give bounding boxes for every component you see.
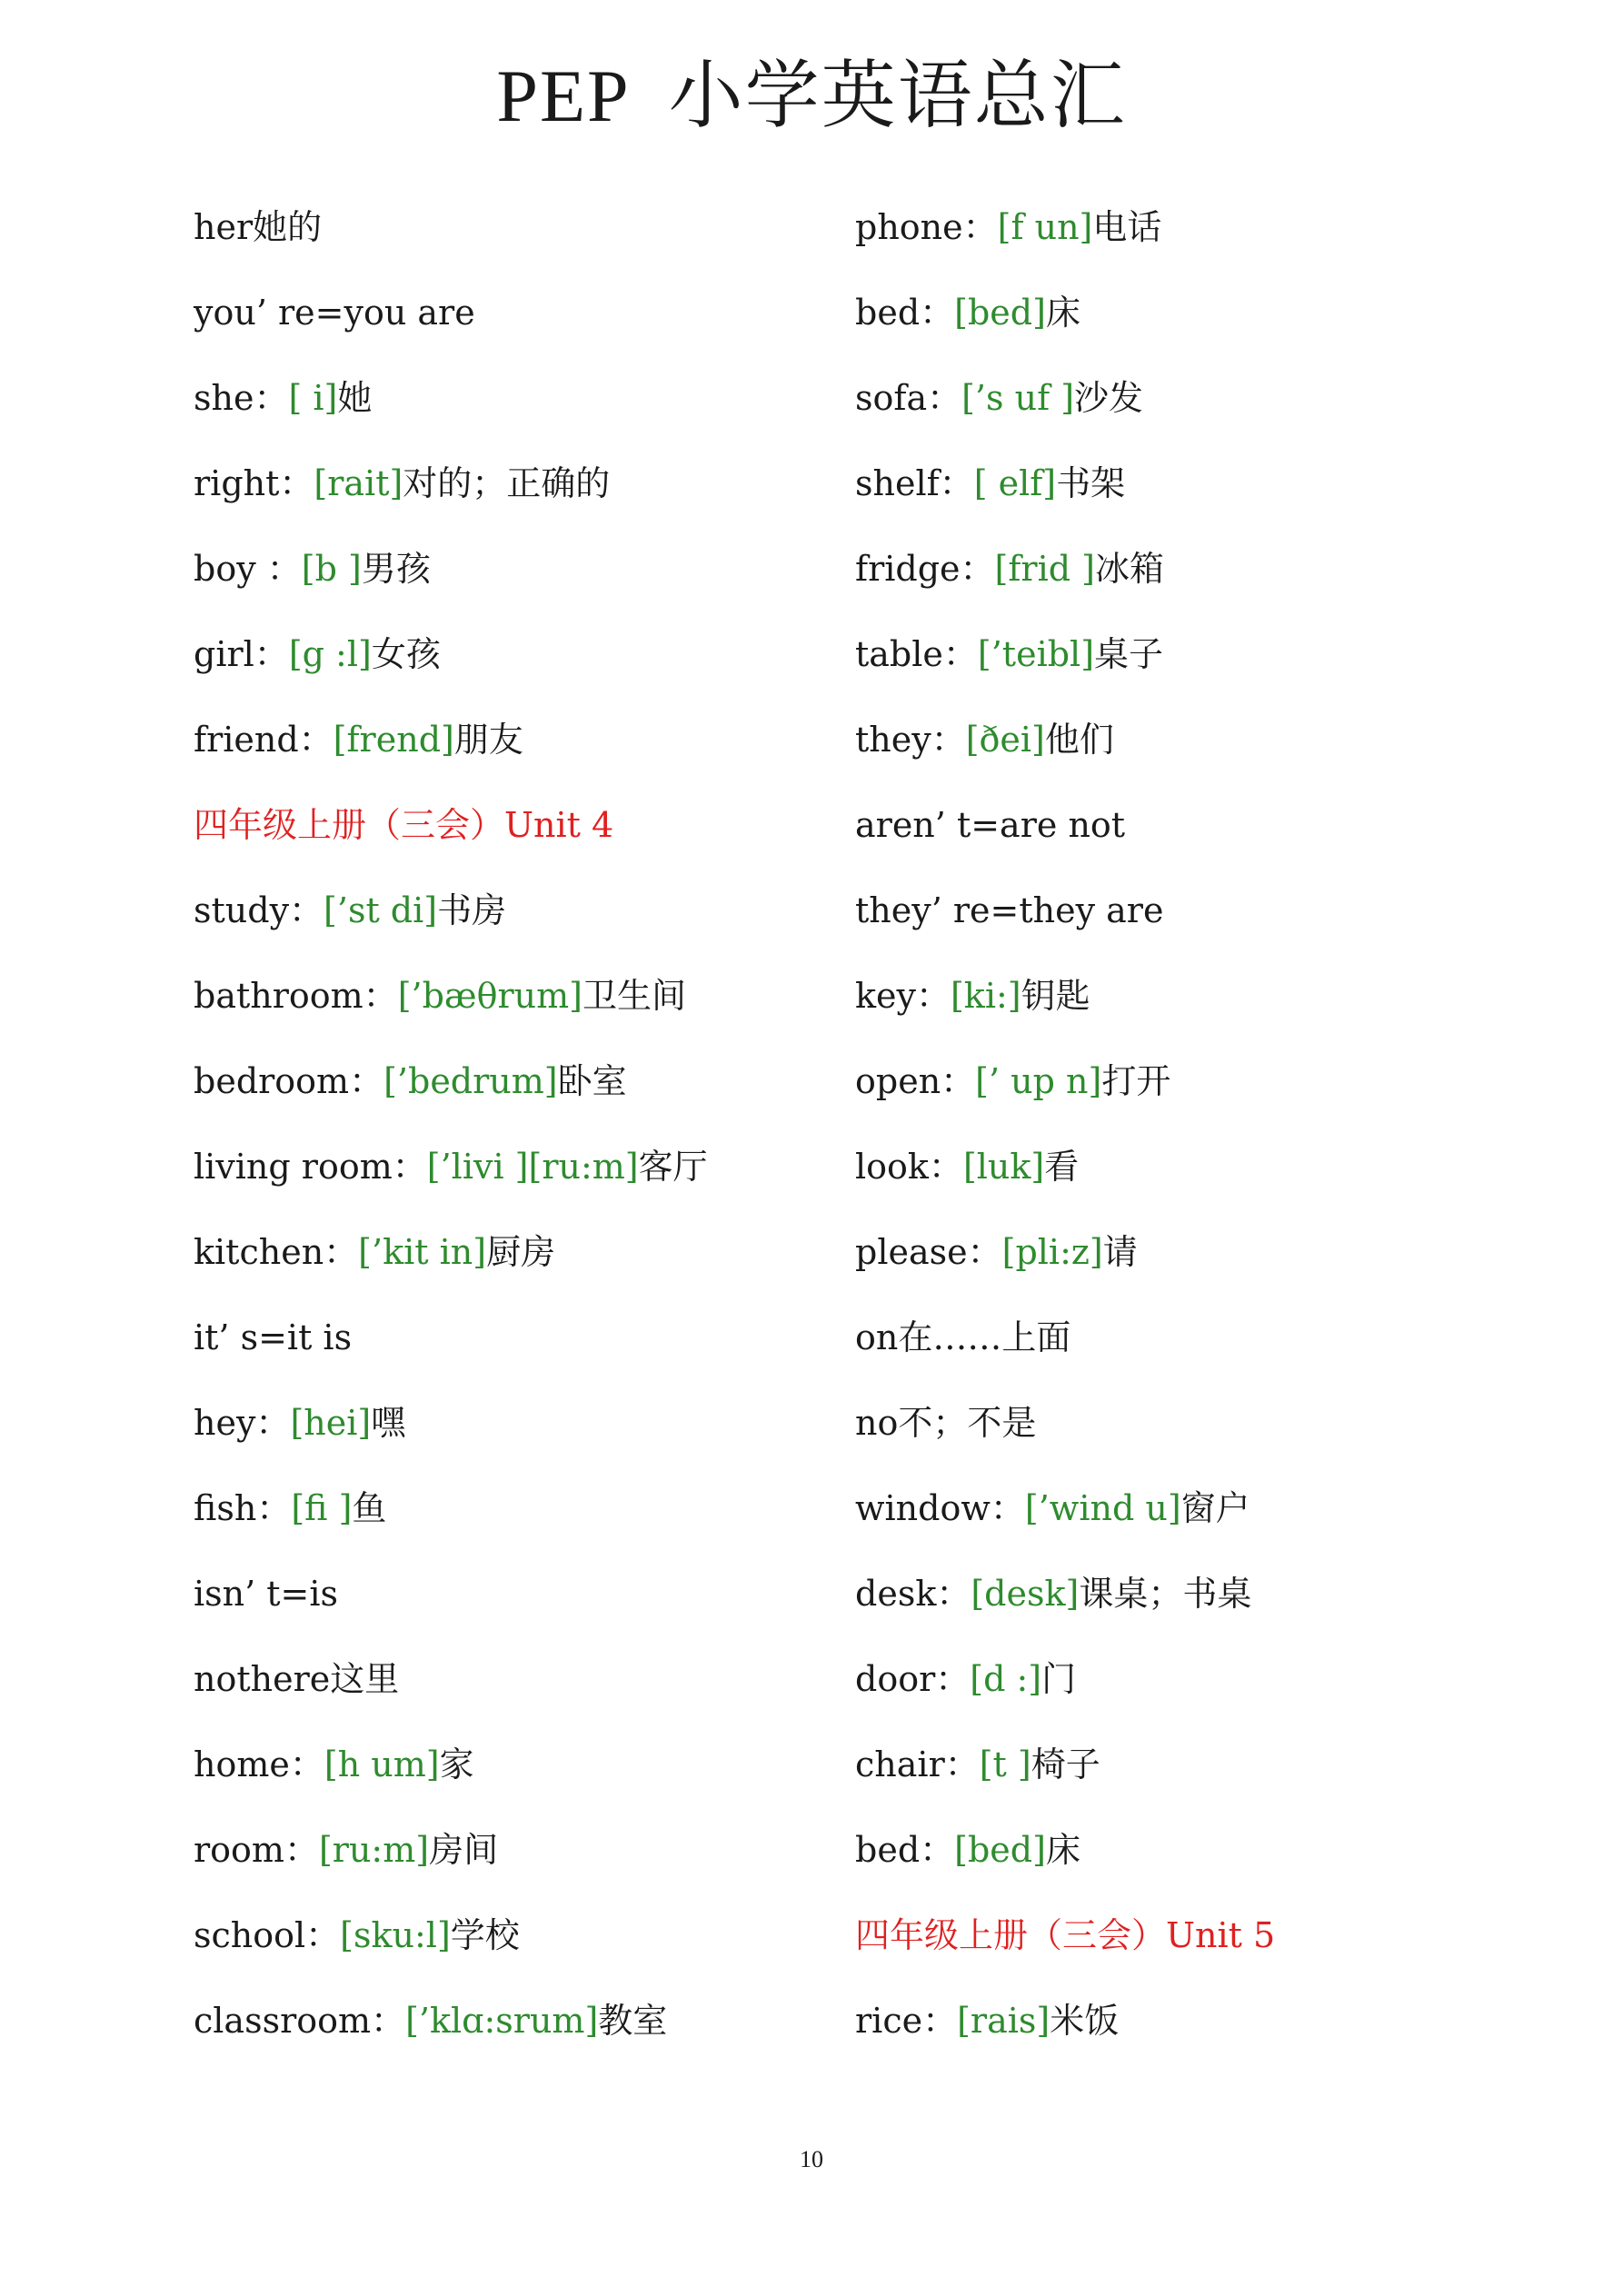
vocab-phonetic: [’livi ][ru:m] [426,1147,639,1187]
vocab-word: please： [855,1232,1002,1272]
vocab-word: they： [855,720,966,760]
vocab-word: nothere [194,1659,331,1699]
section-heading [194,789,830,874]
vocab-phonetic: [h um] [324,1744,440,1784]
vocab-phonetic: [’klɑ:srum] [405,2001,599,2041]
vocab-phonetic: [’kit in] [358,1232,487,1272]
vocab-meaning: 床 [1045,1830,1080,1870]
vocab-word: bathroom： [194,976,398,1016]
vocab-meaning: 钥匙 [1021,976,1090,1016]
page-number: 10 [800,2146,823,2172]
vocab-meaning: 朋友 [453,720,523,760]
vocab-phonetic: [ i] [288,378,338,418]
vocab-phonetic: [d :] [970,1659,1042,1699]
vocab-meaning: 他们 [1044,720,1114,760]
vocab-phonetic: [’st di] [324,890,438,930]
vocab-phonetic: [fi ] [291,1488,353,1528]
vocab-phonetic: [f un] [997,207,1093,247]
vocab-meaning: 椅子 [1031,1744,1100,1784]
vocab-entry [194,362,830,447]
right-column [855,191,1546,2070]
vocab-entry [194,1728,830,1814]
vocab-word: no [855,1403,899,1443]
vocab-entry [194,447,830,532]
vocab-word: 四年级上册（三会）Unit 5 [855,1915,1276,1955]
vocab-phonetic: [frend] [333,720,454,760]
vocab-word: friend： [194,720,334,760]
vocab-entry [855,1387,1546,1472]
vocab-phonetic: [b ] [301,549,362,589]
vocab-word: window： [855,1488,1025,1528]
vocab-entry [194,1643,830,1728]
vocab-entry [855,1130,1546,1216]
vocab-meaning: 沙发 [1074,378,1144,418]
vocab-entry [194,1984,830,2070]
vocab-entry [194,276,830,362]
vocab-word: study： [194,890,324,930]
vocab-word: rice： [855,2001,958,2041]
vocab-entry [855,1557,1546,1643]
vocab-entry [194,1814,830,1899]
vocab-entry [855,874,1546,959]
left-column [194,191,830,2070]
vocab-meaning: 书房 [437,890,507,930]
vocab-entry [194,532,830,618]
vocab-phonetic: [’wind u] [1024,1488,1181,1528]
vocab-word: kitchen： [194,1232,359,1272]
vocab-word: aren’ t=are not [855,805,1126,845]
vocab-phonetic: [sku:l] [340,1915,451,1955]
vocab-word: room： [194,1830,319,1870]
vocab-word: girl： [194,634,289,674]
vocab-meaning: 教室 [598,2001,668,2041]
vocab-meaning: 女孩 [371,634,441,674]
vocab-word: key： [855,976,951,1016]
vocab-entry [855,362,1546,447]
vocab-phonetic: [g :l] [288,634,372,674]
vocab-meaning: 卧室 [557,1061,627,1101]
vocab-word: classroom： [194,2001,406,2041]
vocab-word: bed： [855,293,955,333]
vocab-word: isn’ t=is [194,1574,339,1614]
vocab-entry [194,1899,830,1984]
vocab-word: it’ s=it is [194,1317,353,1357]
vocab-meaning: 米饭 [1050,2001,1120,2041]
vocab-word: bedroom： [194,1061,384,1101]
vocab-phonetic: [bed] [954,1830,1046,1870]
vocab-word: table： [855,634,978,674]
vocab-entry [194,874,830,959]
vocab-meaning: 卫生间 [582,976,687,1016]
vocab-entry [855,1814,1546,1899]
vocab-meaning: 厨房 [486,1232,556,1272]
vocab-phonetic: [desk] [971,1574,1080,1614]
vocab-meaning: 她 [337,378,373,418]
vocab-word: her [194,207,254,247]
vocab-entry [855,789,1546,874]
vocab-meaning: 看 [1044,1147,1080,1187]
vocab-word: on [855,1317,899,1357]
vocab-word: boy ： [194,549,302,589]
vocab-entry [855,532,1546,618]
vocab-meaning: 家 [439,1744,474,1784]
vocab-entry [194,1045,830,1130]
vocab-phonetic: [’s uf ] [961,378,1075,418]
vocab-entry [855,959,1546,1045]
vocab-entry [855,1472,1546,1557]
vocab-phonetic: [ðei] [965,720,1045,760]
vocab-word: 四年级上册（三会）Unit 4 [194,805,614,845]
vocab-entry [194,618,830,703]
vocab-meaning: 床 [1045,293,1080,333]
vocab-word: they’ re=they are [855,890,1164,930]
vocab-phonetic: [luk] [962,1147,1045,1187]
vocab-meaning: 房间 [429,1830,499,1870]
vocab-meaning: 课桌；书桌 [1079,1574,1252,1614]
vocab-entry [194,1387,830,1472]
vocab-phonetic: [ru:m] [318,1830,430,1870]
vocab-word: hey： [194,1403,291,1443]
vocab-word: shelf： [855,463,974,503]
vocab-phonetic: [rais] [957,2001,1050,2041]
vocab-meaning: 在……上面 [898,1317,1071,1357]
vocab-entry [194,1216,830,1301]
vocab-meaning: 不；不是 [898,1403,1037,1443]
vocab-meaning: 学校 [450,1915,520,1955]
vocab-phonetic: [pli:z] [1001,1232,1103,1272]
vocab-meaning: 电话 [1092,207,1162,247]
vocab-word: look： [855,1147,963,1187]
vocab-phonetic: [ elf] [973,463,1057,503]
vocab-phonetic: [rait] [314,463,403,503]
vocab-word: bed： [855,1830,955,1870]
vocab-phonetic: [’teibl] [977,634,1095,674]
vocab-word: fridge： [855,549,995,589]
vocab-meaning: 书架 [1056,463,1126,503]
vocab-meaning: 鱼 [352,1488,387,1528]
vocab-word: desk： [855,1574,971,1614]
vocab-entry [855,1728,1546,1814]
vocab-meaning: 打开 [1101,1061,1171,1101]
vocab-word: right： [194,463,314,503]
vocab-entry [855,703,1546,789]
vocab-phonetic: [’ up n] [975,1061,1102,1101]
vocab-word: she： [194,378,289,418]
section-heading [855,1899,1546,1984]
vocab-phonetic: [’bedrum] [383,1061,558,1101]
vocab-phonetic: [hei] [290,1403,372,1443]
vocab-meaning: 嘿 [371,1403,406,1443]
vocab-entry [855,276,1546,362]
vocab-phonetic: [t ] [979,1744,1031,1784]
vocab-entry [194,1472,830,1557]
vocab-word: school： [194,1915,341,1955]
vocab-word: you’ re=you are [194,293,475,333]
vocab-word: living room： [194,1147,427,1187]
vocab-entry [855,1216,1546,1301]
vocab-meaning: 男孩 [361,549,431,589]
vocab-entry [855,618,1546,703]
vocab-meaning: 窗户 [1180,1488,1250,1528]
vocab-word: fish： [194,1488,292,1528]
vocab-meaning: 请 [1102,1232,1138,1272]
vocab-meaning: 冰箱 [1094,549,1164,589]
vocab-phonetic: [ki:] [950,976,1021,1016]
vocab-entry [194,1130,830,1216]
vocab-meaning: 桌子 [1094,634,1164,674]
vocab-entry [194,959,830,1045]
vocab-meaning: 这里 [330,1659,400,1699]
vocab-entry [855,1643,1546,1728]
vocab-entry [194,191,830,276]
vocab-entry [194,703,830,789]
vocab-meaning: 对的；正确的 [403,463,611,503]
vocab-entry [855,191,1546,276]
vocab-phonetic: [’bæθrum] [397,976,583,1016]
vocab-word: open： [855,1061,976,1101]
vocab-word: phone： [855,207,998,247]
vocab-word: home： [194,1744,324,1784]
vocab-word: sofa： [855,378,962,418]
vocab-word: door： [855,1659,971,1699]
vocab-entry [194,1557,830,1643]
vocab-entry [855,447,1546,532]
vocab-entry [194,1301,830,1387]
vocab-meaning: 客厅 [638,1147,708,1187]
page-title: PEP 小学英语总汇 [496,55,1127,137]
vocab-word: chair： [855,1744,980,1784]
vocab-entry [855,1984,1546,2070]
vocab-meaning: 她的 [253,207,323,247]
vocab-phonetic: [bed] [954,293,1046,333]
vocab-entry [855,1045,1546,1130]
vocab-entry [855,1301,1546,1387]
vocab-meaning: 门 [1041,1659,1077,1699]
vocab-phonetic: [frid ] [994,549,1095,589]
